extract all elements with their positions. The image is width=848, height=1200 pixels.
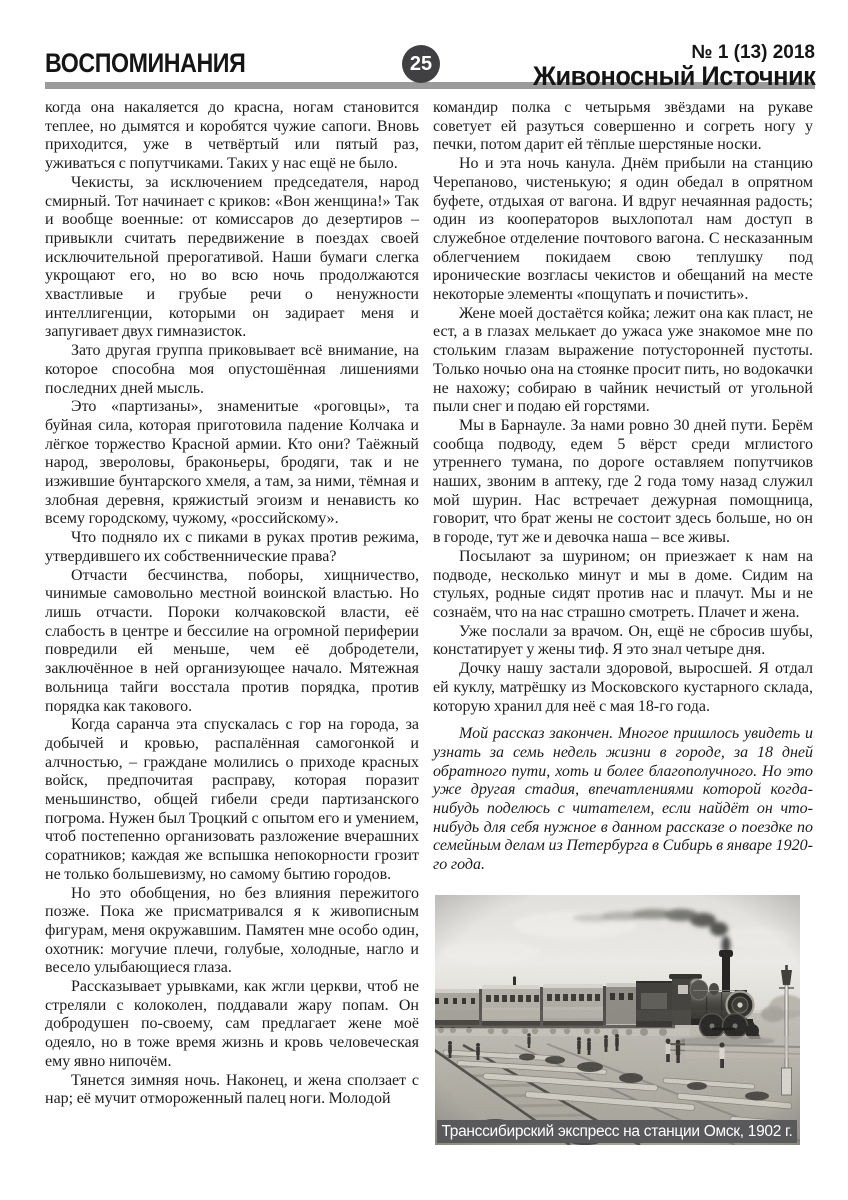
paragraph: Чекисты, за исключением председателя, народ смирный. Тот начинает с криков: «Вон женщина!» Так и вообще военные: от комиссаров до дезертиров – привыкли считать передвижение в поездах своей исключительной прерогативой. Наши бумаги слегка укрощают его, но во всю ночь продолжаются хвастливые и грубые речи о ненужности интеллигенции, которыми он задирает меня и запугивает двух гимназисток. [45, 173, 419, 341]
section-title: ВОСПОМИНАНИЯ [45, 48, 246, 78]
issue-number: № 1 (13) 2018 [691, 42, 815, 63]
paragraph: Жене моей достаётся койка; лежит она как пласт, не ест, а в глазах мелькает до ужаса уже знакомое мне по стольким глазам выражение потусторонней пустоты. Только ночью она на стоянке просит пить, но водокачки не нахожу; собираю в чайник нечистый от угольной пыли снег и подаю ей горстями. [433, 304, 813, 416]
paragraph: Тянется зимняя ночь. Наконец, и жена сползает с нар; её мучит отмороженный палец ноги. Молодой [45, 1071, 419, 1108]
paragraph: Рассказывает урывками, как жгли церкви, чтоб не стреляли с колоколен, поддавали жару попам. Он добродушен по-своему, сам предлагает жене моё одеяло, но в тоже время жизнь и кровь человеческая ему явно нипочём. [45, 978, 419, 1070]
paragraph: Но это обобщения, но без влияния пережитого позже. Пока же присматривался я к живописным фигурам, меня окружавшим. Памятен мне особо один, охотник: могучие плечи, голубые, холодные, нагло и весело улыбающиеся глаза. [45, 884, 419, 977]
paragraph: командир полка с четырьмя звёздами на рукаве советует ей разуться совершенно и согреть ногу у печки, потом дарит ей тёплые шерстяные носки. [433, 99, 813, 154]
paragraph: Что подняло их с пиками в руках против режима, утвердившего их собственнические права? [45, 529, 419, 565]
photo-trans-siberian-express [435, 895, 800, 1145]
page-number: 25 [409, 52, 433, 75]
paragraph: Дочку нашу застали здоровой, выросшей. Я отдал ей куклу, матрёшку из Московского кустарного склада, которую хранил для неё с мая 18-го года. [433, 660, 813, 715]
paragraph: Это «партизаны», знаменитые «роговцы», та буйная сила, которая приготовила падение Колчака и лёгкое торжество Красной армии. Кто они? Таёжный народ, звероловы, браконьеры, бродяги, так и не изжившие бунтарского хмеля, а там, за ними, тёмная и злобная деревня, кряжистый эгоизм и ненависть ко всему городскому, чужому, «российскому». [45, 398, 419, 528]
paragraph: Отчасти бесчинства, поборы, хищничество, чинимые самовольно местной воинской властью. Но лишь отчасти. Пороки колчаковской власти, её слабость в центре и бессилие на огромной периферии повредили ей меньше, чем её добродетели, заключённое в ней организующее начало. Мятежная вольница тайги восстала против порядка, против порядка как такового. [45, 566, 419, 715]
magazine-title: Живоносный Источник [532, 61, 815, 91]
train-photo-image [435, 895, 800, 1145]
page-number-badge [402, 45, 440, 83]
paragraph: Когда саранча эта спускалась с гор на города, за добычей и кровью, распалённая самогонкой и алчностью, – граждане молились о приходе красных войск, предпочитая расправу, которая поразит меньшинство, общей гибели среди партизанского погрома. Нужен был Троцкий с опытом его и умением, чтоб постепенно организовать разложение вчерашних соратников; каждая же вспышка непокорности грозит не только большевизму, но самому бытию городов. [45, 716, 419, 883]
paragraph: Посылают за шурином; он приезжает к нам на подводе, несколько минут и мы в доме. Сидим на стульях, родные сидят против нас и плачут. Мы и не сознаём, что на нас страшно смотреть. Плачет и жена. [433, 547, 813, 621]
closing-paragraph: Мой рассказ закончен. Многое пришлось увидеть и узнать за семь недель жизни в городе, за 18 дней обратного пути, хоть и более благополучного. Но это уже другая стадия, впечатлениями которой когда-нибудь поделюсь с читателем, если найдёт он что-нибудь для себя нужное в данном рассказе о поездке по семейным делам из Петербурга в Сибирь в январе 1920-го года. [433, 725, 813, 874]
paragraph: Мы в Барнауле. За нами ровно 30 дней пути. Берём сообща подводу, едем 5 вёрст среди мглистого утреннего тумана, по дороге оставляем попутчиков наших, звоним в аптеку, где 2 года тому назад служил мой шурин. Нас встречает дежурная помощница, говорит, что брат жены не состоит здесь больше, но он в городе, тут же и девочка наша – все живы. [433, 416, 813, 547]
paragraph: Уже послали за врачом. Он, ещё не сбросив шубы, констатирует у жены тиф. Я это знал четыре дня. [433, 622, 813, 659]
paragraph: Зато другая группа приковывает всё внимание, на которое способна моя опустошённая лишениями последних дней мысль. [45, 342, 419, 397]
issue-block [515, 42, 815, 90]
right-column [433, 99, 813, 875]
photo-caption: Транссибирский экспресс на станции Омск, 1902 г. [437, 1120, 797, 1143]
paragraph: когда она накаляется до красна, ногам становится теплее, но дымятся и коробятся чужие сапоги. Вновь приходится, уже в четвёртый или пятый раз, уживаться с попутчиками. Таких у нас ещё не было. [45, 99, 419, 173]
left-column [45, 99, 419, 1109]
paragraph: Но и эта ночь канула. Днём прибыли на станцию Черепаново, чистенькую; я один обедал в опрятном буфете, отдыхая от вагона. И вдруг нечаянная радость; один из кооператоров выхлопотал нам доступ в служебное отделение почтового вагона. С несказанным облегчением покидаем свою теплушку под иронические возгласы чекистов и обещаний на месте некоторые элементы «пощупать и почистить». [433, 155, 813, 304]
